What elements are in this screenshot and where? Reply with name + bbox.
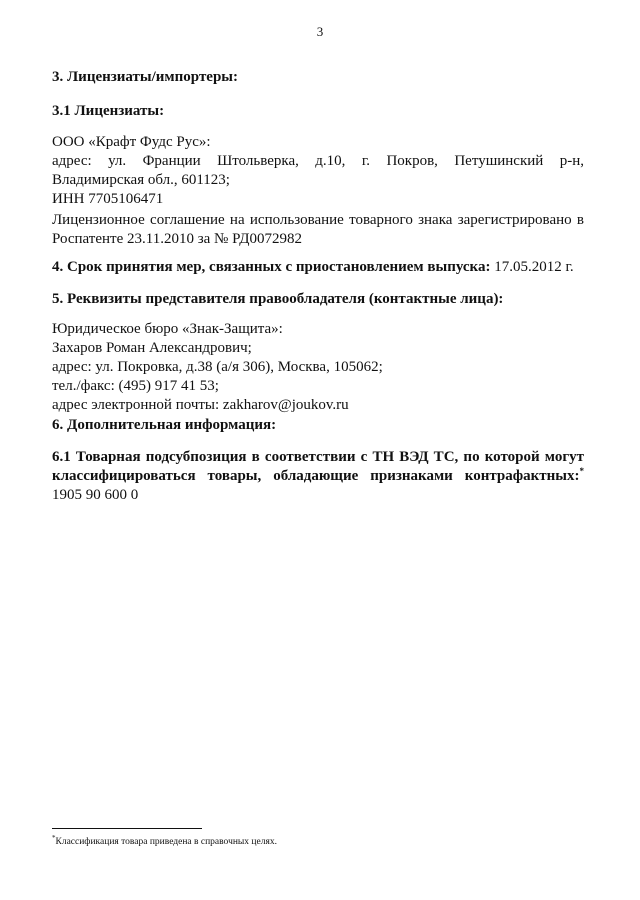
section-4-heading: 4. Срок принятия мер, связанных с приостановлением выпуска: [52,259,491,275]
license-agreement-line-1: Лицензионное соглашение на использование товарного знака зарегистрировано в [52,212,584,228]
licensee-inn: ИНН 7705106471 [52,191,164,207]
section-3-heading: 3. Лицензиаты/импортеры: [52,69,239,85]
licensee-company-name: ООО «Крафт Фудс Рус»: [52,134,211,150]
license-agreement [52,211,584,249]
section-3-1-heading: 3.1 Лицензиаты: [52,103,165,119]
representative-address: адрес: ул. Покровка, д.38 (а/я 306), Москва, 105062; [52,359,383,375]
commodity-code: 1905 90 600 0 [52,487,139,503]
representative-person: Захаров Роман Александрович; [52,340,252,356]
footnote-reference-mark: * [579,466,584,476]
representative-phone: тел./факс: (495) 917 41 53; [52,378,219,394]
suspension-date: 17.05.2012 г. [494,259,574,275]
licensee-address-line-1: адрес: ул. Франции Штольверка, д.10, г. Покров, Петушинский р-н, [52,153,584,169]
license-agreement-line-2: Роспатенте 23.11.2010 за № РД0072982 [52,231,303,247]
footnote-text: Классификация товара приведена в справочных целях. [55,837,277,847]
page-number: 3 [316,24,324,39]
section-6-1 [52,448,584,505]
section-5-heading: 5. Реквизиты представителя правообладателя (контактные лица): [52,291,504,307]
licensee-address-line-2: Владимирская обл., 601123; [52,172,230,188]
section-6-1-heading-line-1: 6.1 Товарная подсубпозиция в соответствии с ТН ВЭД ТС, по которой могут [52,449,584,465]
representative-email: адрес электронной почты: zakharov@joukov.ru [52,397,349,413]
section-4 [52,258,584,277]
section-6-1-heading-line-2 [52,467,584,486]
footnote-separator [52,828,202,829]
licensee-details [52,133,584,209]
section-6-heading: 6. Дополнительная информация: [52,417,277,433]
representative-bureau: Юридическое бюро «Знак-Защита»: [52,321,283,337]
footnote [52,836,277,848]
footnote-mark: * [52,834,56,842]
section-6-1-heading-line-2-text: классифицироваться товары, обладающие признаками контрафактных: [52,468,580,484]
representative-details [52,320,584,415]
